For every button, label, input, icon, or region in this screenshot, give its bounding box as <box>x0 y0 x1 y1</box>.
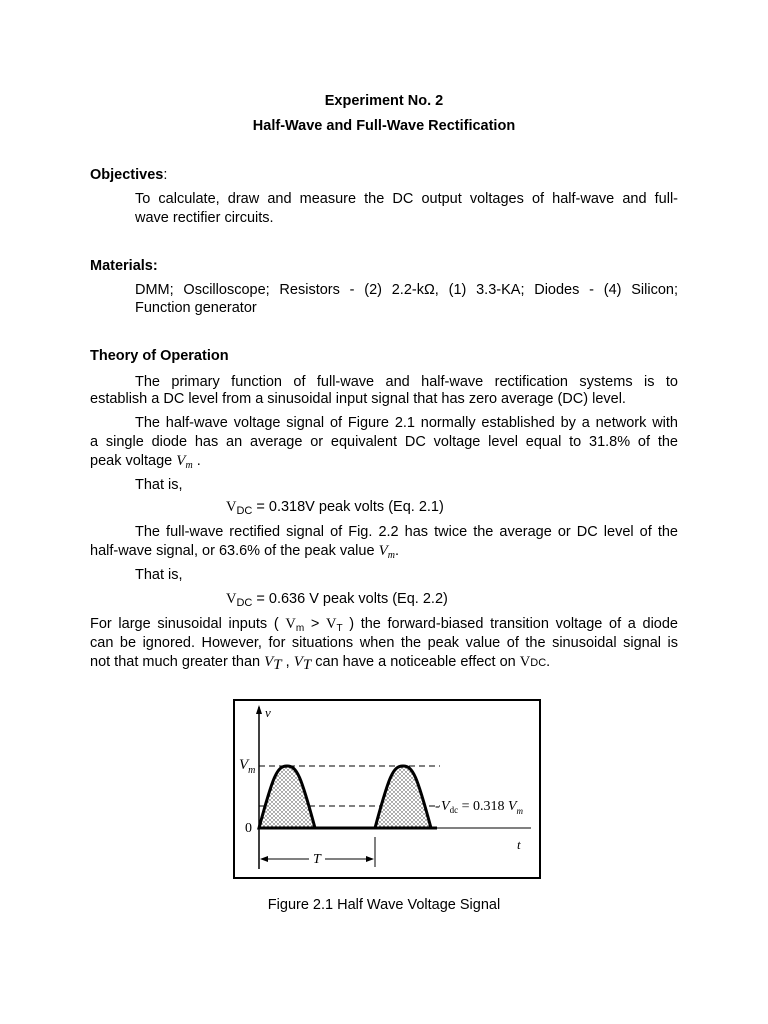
theory-p3-line-2 <box>90 542 678 561</box>
p4-vt1-sub: T <box>273 657 282 673</box>
label-vdc-dash: - <box>435 799 440 814</box>
theory-p4-line-3 <box>90 653 678 673</box>
half-wave-diagram <box>235 701 539 877</box>
p4-vt2-sub: T <box>302 657 312 673</box>
theory-p3-line-2-text: half-wave signal, or 63.6% of the peak value <box>90 543 379 559</box>
materials-heading: Materials: <box>90 258 158 274</box>
p4-vt: V <box>325 616 337 632</box>
vm-symbol <box>176 453 192 469</box>
period-arrow-right <box>366 856 374 862</box>
vm-subscript: m <box>185 460 193 471</box>
vm-letter-2: V <box>378 543 388 559</box>
label-vdc-vm-sub: m <box>516 806 524 816</box>
vm-subscript-2: m <box>387 550 395 561</box>
theory-p3-line-1: The full-wave rectified signal of Fig. 2.2 has twice the average or DC level of the <box>135 524 678 540</box>
p4-line3-text: not that much greater than <box>90 654 265 670</box>
theory-p1-line-1: The primary function of full-wave and half-wave rectification systems is to <box>135 374 678 390</box>
theory-p2-line-3 <box>90 452 678 471</box>
theory-heading: Theory of Operation <box>90 348 229 364</box>
p4-text-b: ) the forward-biased transition voltage of a diode <box>342 616 678 632</box>
p4-vdc: V <box>519 654 531 670</box>
document-title: Half-Wave and Full-Wave Rectification <box>252 118 516 134</box>
p4-vt1: V <box>264 654 274 670</box>
pulse-1 <box>259 766 315 828</box>
p4-vm-sub: m <box>295 623 305 634</box>
eq1-v: V <box>226 499 237 515</box>
objectives-line-1: To calculate, draw and measure the DC output voltages of half-wave and full- <box>135 191 678 207</box>
p4-line3-post: can have a noticeable effect on <box>311 654 520 670</box>
y-axis-arrow <box>256 705 262 714</box>
theory-p3-line-2-end: . <box>394 543 400 559</box>
theory-p4-line-1 <box>90 615 678 634</box>
theory-p1-line-2: establish a DC level from a sinusoidal input signal that has zero average (DC) level. <box>90 391 626 407</box>
materials-line-2: Function generator <box>135 300 257 316</box>
experiment-number: Experiment No. 2 <box>324 93 444 109</box>
equation-2-2 <box>226 591 448 608</box>
label-vm <box>239 757 255 776</box>
figure-2-1 <box>233 699 541 879</box>
that-is-1: That is, <box>135 477 183 493</box>
label-period-T: T <box>313 852 321 867</box>
p4-vdc-sub: DC <box>530 657 547 669</box>
p4-text-a: For large sinusoidal inputs ( <box>90 616 286 632</box>
objectives-heading: Objectives <box>90 167 164 183</box>
theory-p2-line-1: The half-wave voltage signal of Figure 2.1 normally established by a network with <box>135 415 678 431</box>
eq2-subscript: DC <box>236 597 253 609</box>
objectives-heading-row <box>90 167 167 183</box>
theory-p2-line-2: a single diode has an average or equivalent DC voltage level equal to 31.8% of the <box>90 434 678 450</box>
objectives-colon: : <box>163 167 168 183</box>
eq1-text: = 0.318V peak volts (Eq. 2.1) <box>252 499 444 515</box>
p4-vt2: V <box>293 654 303 670</box>
eq1-subscript: DC <box>236 505 253 517</box>
label-t: t <box>517 837 521 852</box>
p4-vm: V <box>285 616 296 632</box>
objectives-line-2: wave rectifier circuits. <box>135 210 274 226</box>
label-zero: 0 <box>245 821 252 836</box>
eq2-text: = 0.636 V peak volts (Eq. 2.2) <box>252 591 448 607</box>
label-vdc <box>441 799 524 816</box>
label-vm-letter: V <box>239 757 249 773</box>
p4-vt-sub: T <box>336 623 343 634</box>
p4-end: . <box>546 654 551 670</box>
label-vdc-vm: V <box>507 799 517 814</box>
equation-2-1 <box>226 499 444 516</box>
theory-p4-line-2: can be ignored. However, for situations when the peak value of the sinusoidal signal is <box>90 635 678 651</box>
that-is-2: That is, <box>135 567 183 583</box>
label-vdc-sub: dc <box>449 805 459 815</box>
period-arrow-left <box>260 856 268 862</box>
label-v: v <box>265 705 271 720</box>
theory-p2-line-3-end: . <box>192 453 201 469</box>
p4-gt: > <box>304 616 326 632</box>
p4-line3-mid: , <box>281 654 294 670</box>
theory-p2-line-3-text: peak voltage <box>90 453 177 469</box>
pulse-2 <box>375 766 431 828</box>
materials-line-1: DMM; Oscilloscope; Resistors - (2) 2.2-kΩ, (1) 3.3-KA; Diodes - (4) Silicon; <box>135 282 678 298</box>
label-vm-sub: m <box>248 765 256 776</box>
eq2-v: V <box>226 591 237 607</box>
figure-caption: Figure 2.1 Half Wave Voltage Signal <box>267 897 501 913</box>
vm-letter: V <box>176 453 186 469</box>
vm-symbol-2 <box>379 543 395 559</box>
label-vdc-eq: = 0.318 <box>458 799 508 814</box>
label-vdc-letter: V <box>441 799 450 814</box>
